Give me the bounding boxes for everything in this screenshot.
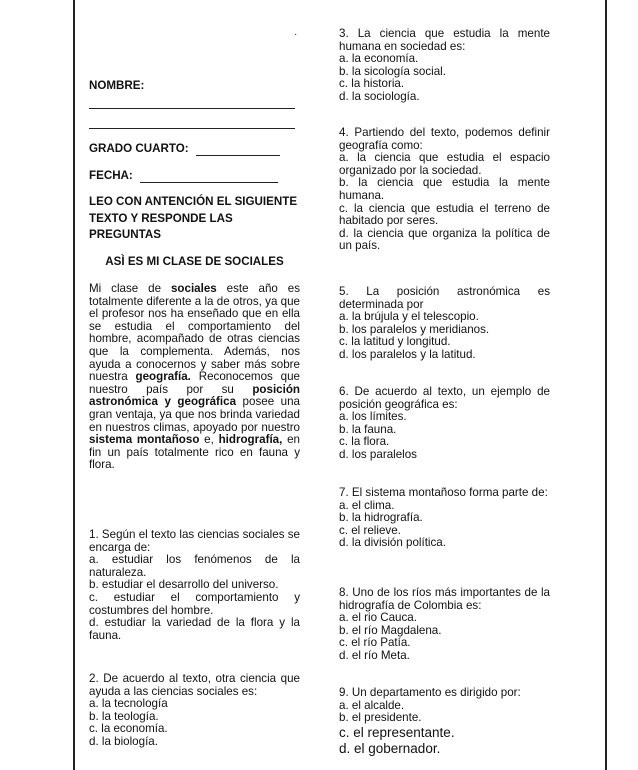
answer-option[interactable]: b. los paralelos y meridianos. [339,322,490,336]
reading-run-bold: sociales [170,282,217,295]
answer-option[interactable]: b. la hidrografía. [339,511,423,525]
reading-run-bold: hidrografía, [218,433,283,447]
answer-option[interactable]: b. estudiar el desarrollo del universo. [89,578,279,592]
answer-option[interactable]: d. los paralelos [339,447,417,461]
scan-mark: · [294,29,298,40]
answer-option[interactable]: c. la flora. [339,435,390,449]
reading-run-bold: posición astronómica y geográfica [89,382,300,409]
answer-option[interactable]: b. la fauna. [339,422,397,436]
reading-run: Mi clase de [89,282,171,295]
answer-option[interactable]: d. el gobernador. [339,740,441,756]
answer-option[interactable]: c. estudiar el comportamiento y costumbres del hombre. [89,590,300,617]
reading-text [89,283,300,472]
reading-run: posee una gran ventaja, ya que nos brinda variedad en nuestros climas, apoyado por nuestro [89,395,300,434]
answer-option[interactable]: d. los paralelos y la latitud. [339,347,476,361]
answer-option[interactable]: d. la ciencia que organiza la política de un país. [339,226,550,253]
question-4 [339,127,550,253]
answer-option[interactable]: a. la economía. [339,52,419,66]
answer-option[interactable]: b. la sicología social. [339,64,446,78]
question-stem: 6. De acuerdo al texto, un ejemplo de posición geográfica es: [339,385,550,411]
answer-option[interactable]: c. el representante. [339,724,455,740]
question-stem: 2. De acuerdo al texto, otra ciencia que ayuda a las ciencias sociales es: [89,672,300,698]
answer-option[interactable]: c. la latitud y longitud. [339,335,451,349]
answer-option[interactable]: d. la sociología. [339,89,420,103]
nombre-blank-2 [89,116,300,129]
fecha-label: FECHA: [89,169,133,182]
answer-option[interactable]: a. la brújula y el telescopio. [339,310,479,324]
question-6 [339,386,550,462]
reading-run: este año es totalmente diferente a la de otros, ya que el profesor nos ha enseñado que en ella se estudia el comportamiento del hombre, acompañado de otras ciencias que la complementa. Además, nos ayuda a conocernos y saber más sobre nuestra [89,282,301,384]
answer-option[interactable]: c. el relieve. [339,523,401,537]
question-stem: 3. La ciencia que estudia la mente humana en sociedad es: [339,27,550,53]
answer-option[interactable]: c. la ciencia que estudia el terreno de habitado por seres. [339,201,550,228]
answer-option[interactable]: b. la teología. [89,709,159,723]
answer-option[interactable]: d. la división política. [339,536,446,550]
fecha-row [89,170,300,183]
reading-title: ASÌ ES MI CLASE DE SOCIALES [105,255,284,268]
grado-blank [196,145,280,156]
question-9 [339,687,550,757]
fecha-blank [140,172,278,183]
reading-run: e, [199,433,219,447]
grado-row [89,143,300,156]
grado-label: GRADO CUARTO: [89,142,189,155]
answer-option[interactable]: a. la ciencia que estudia el espacio organizado por la sociedad. [339,151,550,177]
question-7 [339,487,550,550]
answer-option[interactable]: a. los límites. [339,410,407,424]
answer-option[interactable]: b. el río Magdalena. [339,623,442,637]
question-8 [339,587,550,663]
reading-run-bold: geografía. [135,370,191,384]
question-3 [339,28,550,104]
answer-option[interactable]: d. estudiar la variedad de la flora y la fauna. [89,616,300,642]
question-stem: 4. Partiendo del texto, podemos definir geografía como: [339,126,550,152]
reading-run: Reconocemos que nuestro país por su [89,370,300,396]
instructions: LEO CON ANTENCIÓN EL SIGUIENTE TEXTO Y RESPONDE LAS PREGUNTAS [89,195,298,241]
answer-option[interactable]: c. la historia. [339,77,405,91]
answer-option[interactable]: a. estudiar los fenómenos de la naturaleza. [89,553,300,579]
question-stem: 5. La posición astronómica es determinada por [339,285,550,311]
reading-run: en fin un país totalmente rico en fauna y flora. [89,433,300,472]
question-2 [89,673,300,749]
question-stem: 7. El sistema montañoso forma parte de: [339,486,548,499]
answer-option[interactable]: a. el clima. [339,498,395,512]
answer-option[interactable]: c. el río Patía. [339,636,411,650]
answer-option[interactable]: c. la economía. [89,722,168,736]
answer-option[interactable]: b. el presidente. [339,711,422,725]
question-stem: 9. Un departamento es dirigido por: [339,686,521,699]
answer-option[interactable]: a. la tecnología [89,697,168,711]
question-stem: 1. Según el texto las ciencias sociales se encarga de: [89,528,300,554]
question-1 [89,529,300,642]
answer-option[interactable]: d. la biología. [89,734,158,748]
nombre-blank-1 [89,96,300,109]
nombre-label: NOMBRE: [89,79,145,92]
question-5 [339,286,550,362]
answer-option[interactable]: a. el rio Cauca. [339,611,417,625]
answer-option[interactable]: b. la ciencia que estudia la mente humana. [339,176,550,202]
answer-option[interactable]: a. el alcalde. [339,698,405,712]
question-stem: 8. Uno de los ríos más importantes de la hidrografía de Colombia es: [339,586,550,612]
page-border-right [605,0,607,770]
answer-option[interactable]: d. el río Meta. [339,648,410,662]
reading-run-bold: sistema montañoso [89,433,200,447]
page-border-left [73,0,75,770]
